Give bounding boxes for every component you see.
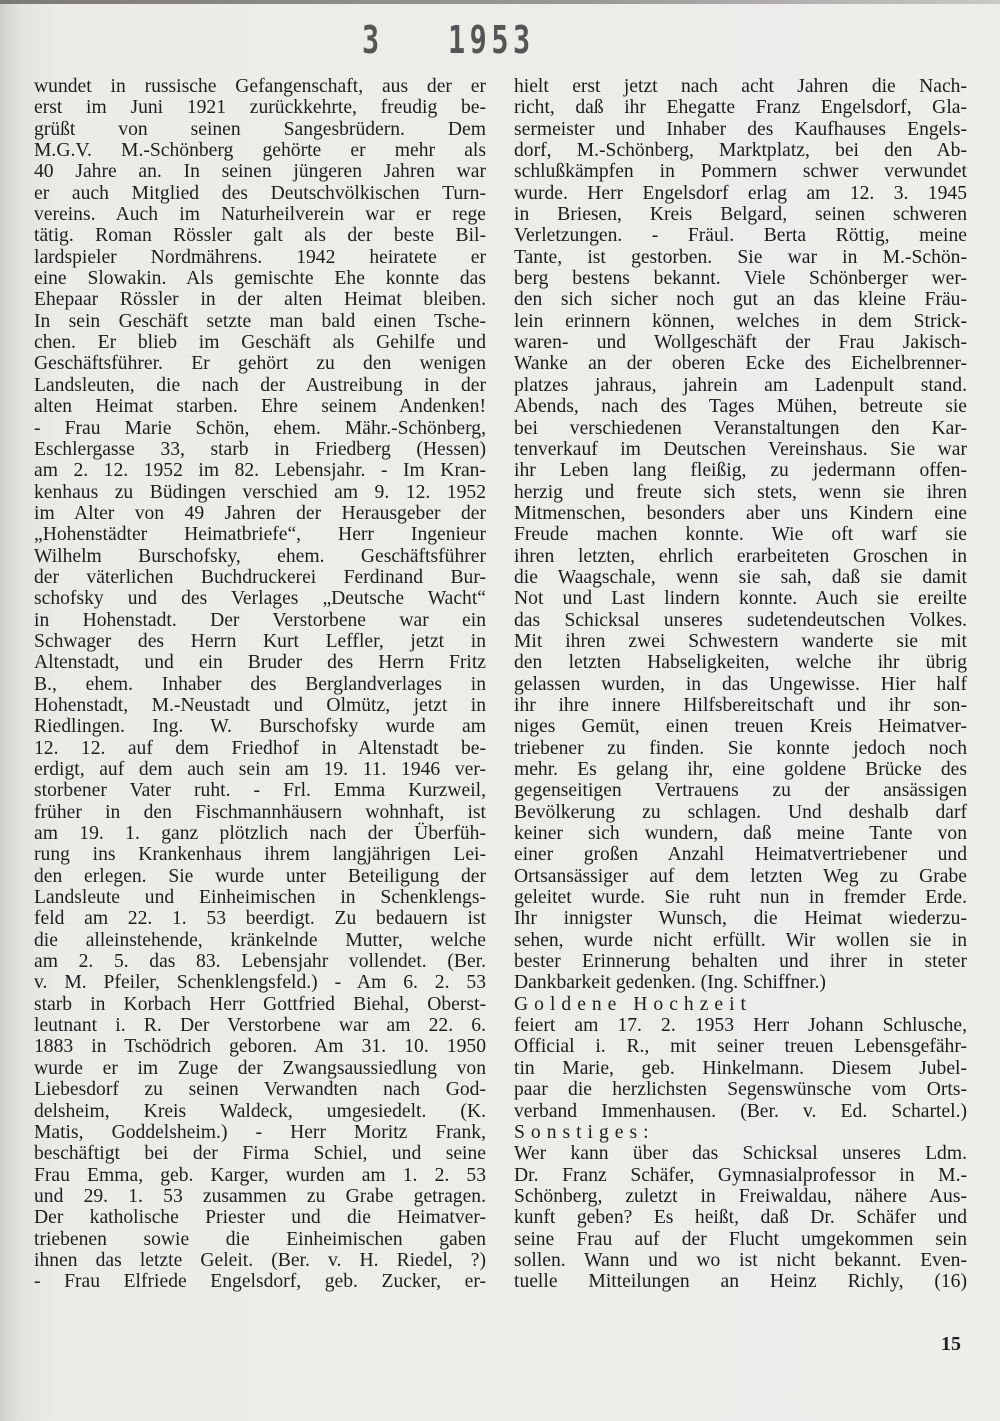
text-line: Mit ihren zwei Schwestern wanderte sie mit: [514, 630, 967, 652]
text-line: Ihr innigster Wunsch, die Heimat wiederzu-: [514, 908, 967, 930]
text-line: schofsky und des Verlages „Deutsche Wacht“: [34, 588, 486, 610]
text-line: rung ins Krankenhaus ihrem langjährigen Lei-: [34, 844, 486, 866]
text-line: Riedlingen. Ing. W. Burschofsky wurde am: [34, 716, 486, 738]
text-line: den letzten Habseligkeiten, welche ihr übrig: [514, 652, 967, 674]
issue-year: 1953: [448, 18, 535, 62]
text-line: Eschlergasse 33, starb in Friedberg (Hessen): [34, 438, 486, 460]
text-line: Frau Emma, geb. Karger, wurden am 1. 2. 53: [34, 1164, 486, 1186]
text-line: gegenseitigen Vertrauens zu der ansässigen: [514, 780, 967, 802]
section-heading-golden-wedding: Goldene Hochzeit: [514, 993, 752, 1015]
text-line: ihnen das letzte Geleit. (Ber. v. H. Riedel, ?): [34, 1249, 486, 1271]
text-line: triebener zu finden. Sie konnte jedoch noch: [514, 737, 967, 759]
text-line: Freude machen konnte. Wie oft warf sie: [514, 524, 967, 546]
text-line: die Waagschale, wenn sie sah, daß sie damit: [514, 566, 967, 588]
text-line: die alleinstehende, kränkelnde Mutter, welche: [34, 929, 486, 951]
text-line: bester Erinnerung behalten und ihrer in steter: [514, 951, 967, 973]
text-line: tin Marie, geb. Hinkelmann. Diesem Jubel-: [514, 1057, 967, 1079]
text-line: früher in den Fischmannhäusern wohnhaft, ist: [34, 801, 486, 823]
text-line: kenhaus zu Büdingen verschied am 9. 12. 1952: [34, 481, 486, 503]
text-line: triebenen sowie die Einheimischen gaben: [34, 1228, 486, 1250]
text-line: waren- und Wollgeschäft der Frau Jakisch-: [514, 332, 967, 354]
text-line: leutnant i. R. Der Verstorbene war am 22. 6.: [34, 1015, 486, 1037]
text-line: tuelle Mitteilungen an Heinz Richly, (16): [514, 1271, 967, 1293]
text-line: Dankbarkeit gedenken. (Ing. Schiffner.): [514, 972, 826, 994]
text-line: bei verschiedenen Veranstaltungen den Kar-: [514, 417, 967, 439]
misc-block: [514, 1143, 967, 1292]
text-line: geleitet wurde. Sie ruht nun in fremder Erde.: [514, 887, 967, 909]
text-line: In sein Geschäft setzte man bald einen Tsche-: [34, 310, 486, 332]
text-line: erst im Juni 1921 zurückkehrte, freudig be-: [34, 97, 486, 119]
text-line: Schwager des Herrn Kurt Leffler, jetzt in: [34, 630, 486, 652]
text-line: am 19. 1. ganz plötzlich nach der Überfüh-: [34, 823, 486, 845]
text-line: herzig und freute sich stets, wenn sie ihren: [514, 481, 967, 503]
text-line: M.G.V. M.-Schönberg gehörte er mehr als: [34, 140, 486, 162]
text-line: Wer kann über das Schicksal unseres Ldm.: [514, 1143, 967, 1165]
text-line: Geschäftsführer. Er gehört zu den wenigen: [34, 353, 486, 375]
text-line: und 29. 1. 53 zusammen zu Grabe getragen.: [34, 1185, 486, 1207]
text-line: starb in Korbach Herr Gottfried Biehal, Oberst-: [34, 993, 486, 1015]
text-line: in Briesen, Kreis Belgard, seinen schweren: [514, 204, 967, 226]
text-line: gelassen wurden, in das Ungewisse. Hier half: [514, 673, 967, 695]
text-line: „Hohenstädter Heimatbriefe“, Herr Ingenieur: [34, 524, 486, 546]
text-line: niges Gemüt, einen treuen Kreis Heimatver-: [514, 716, 967, 738]
text-line: das Schicksal unseres sudetendeutschen Volkes.: [514, 609, 967, 631]
text-line: Ortsansässiger auf dem letzten Weg zu Grabe: [514, 865, 967, 887]
text-line: am 2. 12. 1952 im 82. Lebensjahr. - Im Kran-: [34, 460, 486, 482]
text-line: lardspieler Nordmährens. 1942 heiratete er: [34, 246, 486, 268]
section-heading-misc: Sonstiges:: [514, 1121, 655, 1143]
text-line: er auch Mitglied des Deutschvölkischen Turn-: [34, 182, 486, 204]
text-line: Tante, ist gestorben. Sie war in M.-Schön-: [514, 246, 967, 268]
text-line: wurde. Herr Engelsdorf erlag am 12. 3. 1945: [514, 182, 967, 204]
text-line: Mitmenschen, besonders aber uns Kindern eine: [514, 502, 967, 524]
text-line: tätig. Roman Rössler galt als der beste Bil-: [34, 225, 486, 247]
text-line: 40 Jahre an. In seinen jüngeren Jahren war: [34, 161, 486, 183]
text-line: einer großen Anzahl Heimatvertriebener und: [514, 844, 967, 866]
text-line: dorf, M.-Schönberg, Marktplatz, bei den Ab-: [514, 140, 967, 162]
text-line: erdigt, auf dem auch sein am 19. 11. 1946 ver-: [34, 759, 486, 780]
right-column: [514, 76, 967, 1293]
text-line: Not und Last lindern konnte. Auch sie ereilte: [514, 588, 967, 610]
text-line: Verletzungen. - Fräul. Berta Röttig, meine: [514, 225, 967, 247]
left-column: [34, 76, 486, 1293]
text-line: berg bestens bekannt. Viele Schönberger wer-: [514, 268, 967, 290]
text-line: sermeister und Inhaber des Kaufhauses Engels-: [514, 118, 967, 140]
text-line: Der katholische Priester und die Heimatver-: [34, 1207, 486, 1229]
text-line: mehr. Es gelang ihr, eine goldene Brücke des: [514, 759, 967, 780]
text-line: ihr ihre innere Hilfsbereitschaft und ihr son-: [514, 694, 967, 716]
text-line: paar die herzlichsten Segenswünsche vom Orts-: [514, 1079, 967, 1101]
golden-wedding-block: [514, 1015, 967, 1122]
text-line: den erlegen. Sie wurde unter Beteiligung der: [34, 865, 486, 887]
text-line: lein erinnern können, welches in dem Strick-: [514, 310, 967, 332]
text-line: seine Frau auf der Flucht umgekommen sein: [514, 1228, 967, 1250]
text-line: Altenstadt, und ein Bruder des Herrn Fritz: [34, 652, 486, 674]
text-line: in Hohenstadt. Der Verstorbene war ein: [34, 609, 486, 631]
text-line: Wilhelm Burschofsky, ehem. Geschäftsführer: [34, 545, 486, 567]
text-line: Landsleuten, die nach der Austreibung in der: [34, 374, 486, 396]
text-line: Official i. R., mit seiner treuen Lebensgefähr-: [514, 1036, 967, 1058]
page-top-edge: [0, 0, 1000, 4]
text-line: wurde er im Zuge der Zwangsaussiedlung von: [34, 1057, 486, 1079]
text-line: alten Heimat starben. Ehre seinem Andenken!: [34, 396, 486, 418]
issue-number: 3: [362, 18, 384, 62]
text-line: storbener Vater ruht. - Frl. Emma Kurzweil,: [34, 780, 486, 802]
text-line: Landsleute und Einheimischen in Schenklengs-: [34, 887, 486, 909]
text-line: v. M. Pfeiler, Schenklengsfeld.) - Am 6. 2. 53: [34, 972, 486, 994]
text-line: Liebesdorf zu seinen Verwandten nach God-: [34, 1079, 486, 1101]
text-line: sollen. Wann und wo ist nicht bekannt. Even-: [514, 1249, 967, 1271]
text-line: Bevölkerung zu schlagen. Und deshalb darf: [514, 801, 967, 823]
text-line: der väterlichen Buchdruckerei Ferdinand Bur-: [34, 566, 486, 588]
text-line: sehen, wurde nicht erfüllt. Wir wollen sie in: [514, 929, 967, 951]
text-line: wundet in russische Gefangenschaft, aus der er: [34, 76, 486, 97]
text-line: kunft geben? Es heißt, daß Dr. Schäfer und: [514, 1207, 967, 1229]
text-line: verband Immenhausen. (Ber. v. Ed. Schartel.): [514, 1100, 967, 1122]
text-line: Abends, nach des Tages Mühen, betreute sie: [514, 396, 967, 418]
text-line: 1883 in Tschödrich geboren. Am 31. 10. 1950: [34, 1036, 486, 1058]
text-line: feiert am 17. 2. 1953 Herr Johann Schlusche,: [514, 1015, 967, 1037]
text-line: hielt erst jetzt nach acht Jahren die Nach-: [514, 76, 967, 97]
text-line: - Frau Marie Schön, ehem. Mähr.-Schönberg,: [34, 417, 486, 439]
issue-header: [362, 18, 535, 62]
text-line: Hohenstadt, M.-Neustadt und Olmütz, jetzt in: [34, 694, 486, 716]
text-line: Schönberg, zuletzt in Freiwaldau, nähere Aus-: [514, 1185, 967, 1207]
page-number: 15: [941, 1333, 961, 1355]
text-line: - Frau Elfriede Engelsdorf, geb. Zucker, er-: [34, 1271, 486, 1293]
obituary-block: [514, 76, 967, 994]
text-line: Wanke an der oberen Ecke des Eichelbrenner-: [514, 353, 967, 375]
text-line: delsheim, Kreis Waldeck, umgesiedelt. (K.: [34, 1100, 486, 1122]
text-line: am 2. 5. das 83. Lebensjahr vollendet. (Ber.: [34, 951, 486, 973]
text-line: den sich sicher noch gut an das kleine Fräu-: [514, 289, 967, 311]
text-line: richt, daß ihr Ehegatte Franz Engelsdorf, Gla-: [514, 97, 967, 119]
text-line: keiner sich wundern, daß meine Tante von: [514, 823, 967, 845]
text-line: beschäftigt bei der Firma Schiel, und seine: [34, 1143, 486, 1165]
text-line: schlußkämpfen in Pommern schwer verwundet: [514, 161, 967, 183]
text-line: Dr. Franz Schäfer, Gymnasialprofessor in M.-: [514, 1164, 967, 1186]
text-line: feld am 22. 1. 53 beerdigt. Zu bedauern ist: [34, 908, 486, 930]
text-line: 12. 12. auf dem Friedhof in Altenstadt be-: [34, 737, 486, 759]
text-line: chen. Er blieb im Geschäft als Gehilfe und: [34, 332, 486, 354]
text-line: ihren letzten, ehrlich erarbeiteten Groschen in: [514, 545, 967, 567]
text-line: Matis, Goddelsheim.) - Herr Moritz Frank,: [34, 1121, 486, 1143]
text-line: ihr Leben lang fleißig, zu jedermann offen-: [514, 460, 967, 482]
text-line: grüßt von seinen Sangesbrüdern. Dem: [34, 118, 486, 140]
text-line: Ehepaar Rössler in der alten Heimat bleiben.: [34, 289, 486, 311]
text-line: B., ehem. Inhaber des Berglandverlages in: [34, 673, 486, 695]
text-line: im Alter von 49 Jahren der Herausgeber der: [34, 502, 486, 524]
text-line: platzes jahraus, jahrein am Ladenpult stand.: [514, 374, 967, 396]
text-line: tenverkauf im Deutschen Vereinshaus. Sie war: [514, 438, 967, 460]
text-line: vereins. Auch im Naturheilverein war er rege: [34, 204, 486, 226]
text-line: eine Slowakin. Als gemischte Ehe konnte das: [34, 268, 486, 290]
